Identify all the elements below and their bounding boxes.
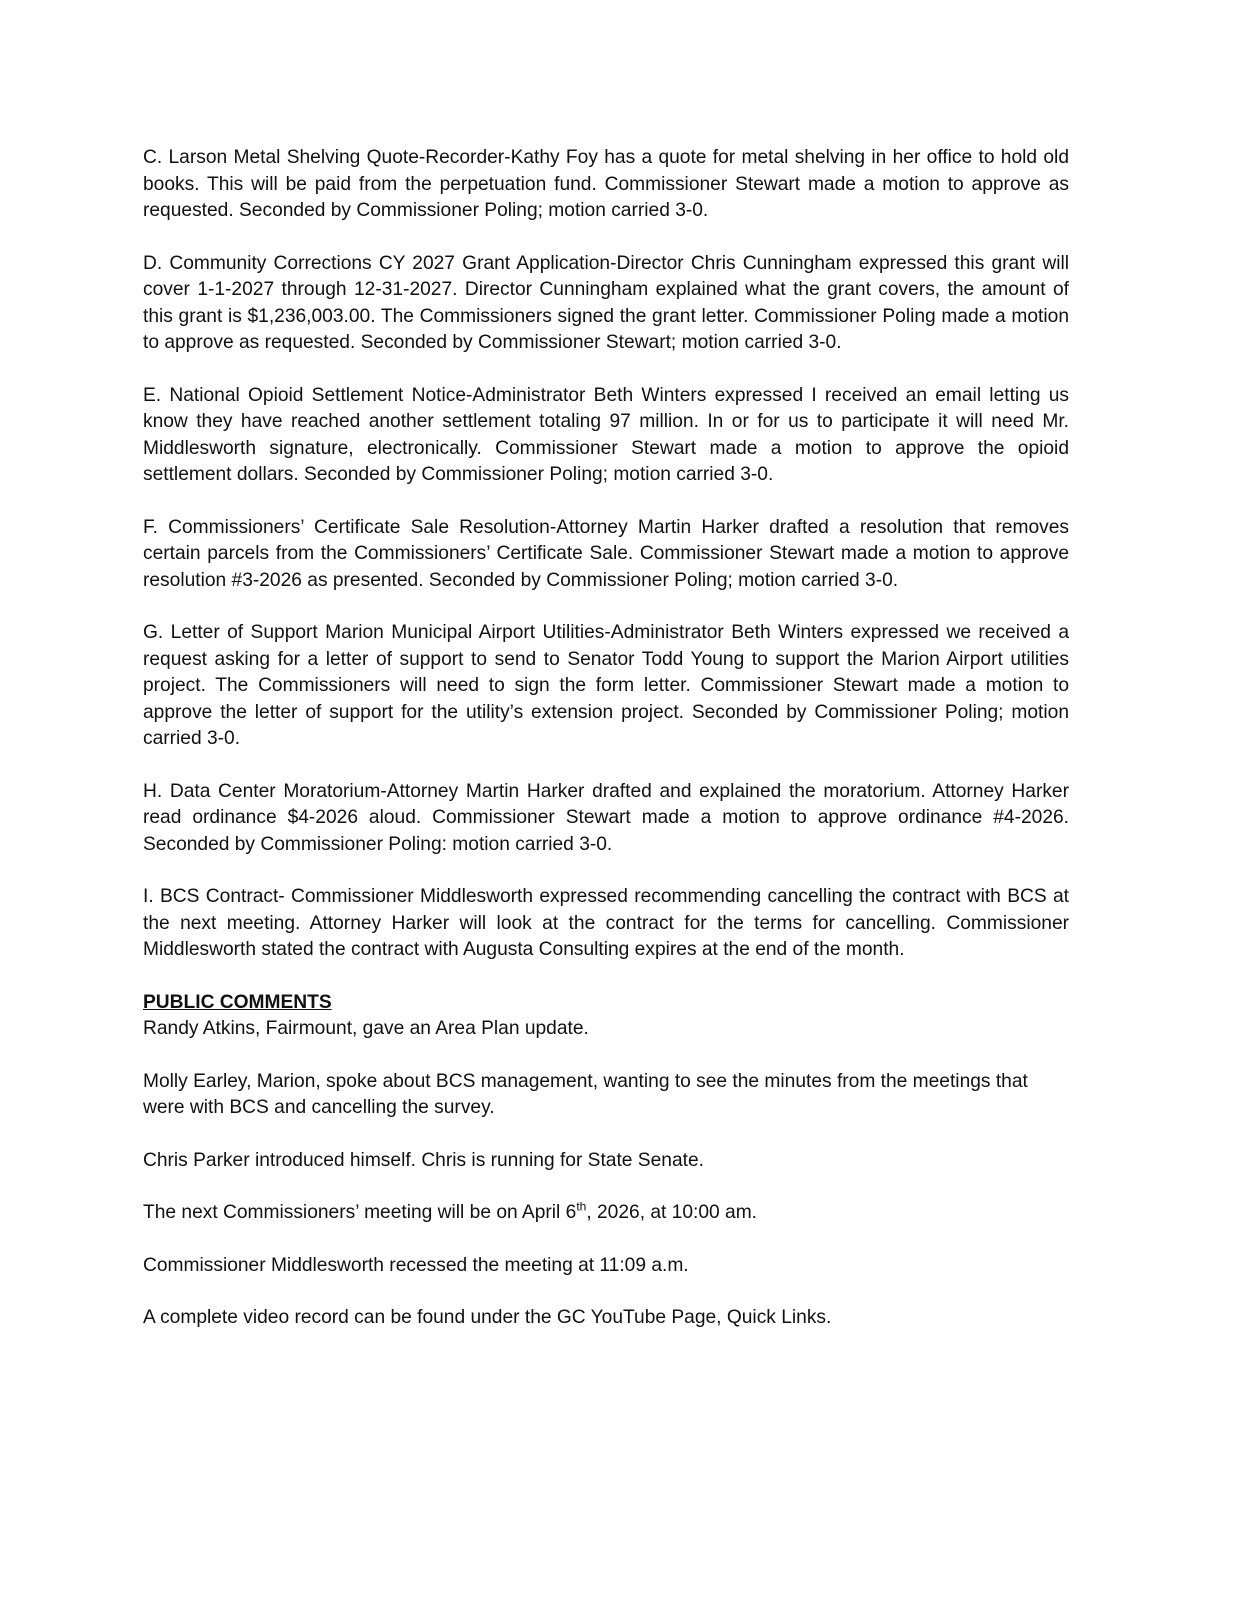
item-c-larson-metal-shelving: C. Larson Metal Shelving Quote-Recorder-Kathy Foy has a quote for metal shelving in her office to hold old books. This will be paid from the perpetuation fund. Commissioner Stewart made a motion to approve as requested. Seconded by Commissioner Poling; motion carried 3-0. [143,147,1069,221]
video-record-notice: A complete video record can be found under the GC YouTube Page, Quick Links. [143,1307,832,1328]
minutes-page [143,145,1069,1358]
item-e-national-opioid-settlement: E. National Opioid Settlement Notice-Administrator Beth Winters expressed I received an email letting us know they have reached another settlement totaling 97 million. In or for us to participate it will need Mr. Middlesworth signature, electronically. Commissioner Stewart made a motion to approve the opioid settlement dollars. Seconded by Commissioner Poling; motion carried 3-0. [143,384,1069,485]
item-g-airport-letter-of-support: G. Letter of Support Marion Municipal Airport Utilities-Administrator Beth Winters expressed we received a request asking for a letter of support to send to Senator Todd Young to support the Marion Airport utilities project. The Commissioners will need to sign the form letter. Commissioner Stewart made a motion to approve the letter of support for the utility’s extension project. Seconded by Commissioner Poling; motion carried 3-0. [143,622,1069,749]
item-d-community-corrections-grant: D. Community Corrections CY 2027 Grant Application-Director Chris Cunningham expressed this grant will cover 1-1-2027 through 12-31-2027. Director Cunningham explained what the grant covers, the amount of this grant is $1,236,003.00. The Commissioners signed the grant letter. Commissioner Poling made a motion to approve as requested. Seconded by Commissioner Stewart; motion carried 3-0. [143,252,1069,353]
comment-randy-atkins: Randy Atkins, Fairmount, gave an Area Plan update. [143,1018,589,1039]
comment-molly-earley: Molly Earley, Marion, spoke about BCS management, wanting to see the minutes from the meetings that were with BCS and cancelling the survey. [143,1070,1028,1118]
next-meeting-date-time: , 2026, at 10:00 am. [586,1202,758,1223]
next-meeting-notice [143,1200,1069,1227]
item-i-bcs-contract: I. BCS Contract- Commissioner Middlesworth expressed recommending cancelling the contract with BCS at the next meeting. Attorney Harker will look at the contract for the terms for cancelling. Commissioner Middlesworth stated the contract with Augusta Consulting expires at the end of the month. [143,886,1069,960]
comment-chris-parker: Chris Parker introduced himself. Chris is running for State Senate. [143,1149,704,1171]
item-f-certificate-sale-resolution: F. Commissioners’ Certificate Sale Resolution-Attorney Martin Harker drafted a resolution that removes certain parcels from the Commissioners’ Certificate Sale. Commissioner Stewart made a motion to approve resolution #3-2026 as presented. Seconded by Commissioner Poling; motion carried 3-0. [143,516,1069,591]
next-meeting-ordinal-suffix: th [576,1199,587,1214]
meeting-recess-notice: Commissioner Middlesworth recessed the meeting at 11:09 a.m. [143,1254,689,1276]
public-comments-heading: PUBLIC COMMENTS [143,991,332,1013]
item-h-data-center-moratorium: H. Data Center Moratorium-Attorney Martin Harker drafted and explained the moratorium. Attorney Harker read ordinance $4-2026 aloud. Commissioner Stewart made a motion to approve ordinance #4-2026. Seconded by Commissioner Poling: motion carried 3-0. [143,780,1069,855]
next-meeting-text: The next Commissioners’ meeting will be on April 6 [143,1202,577,1223]
